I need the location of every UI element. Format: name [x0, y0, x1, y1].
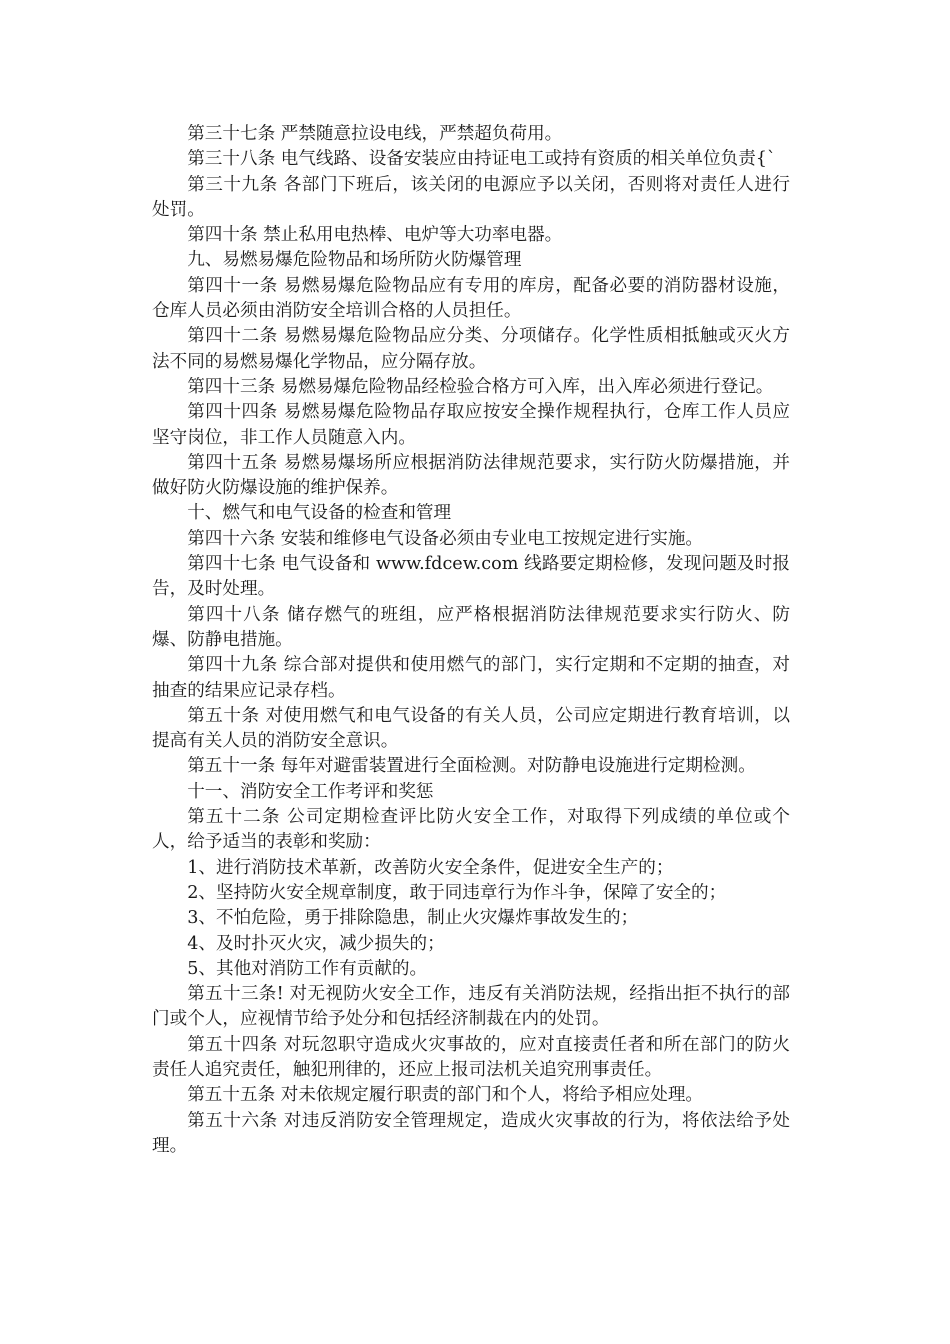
article-42: 第四十二条 易燃易爆危险物品应分类、分项储存。化学性质相抵触或灭火方法不同的易燃易爆化学物品，应分隔存放。 — [152, 326, 790, 372]
article-38: 第三十八条 电气线路、设备安装应由持证电工或持有资质的相关单位负责{` — [187, 149, 776, 170]
article-39: 第三十九条 各部门下班后，该关闭的电源应予以关闭，否则将对责任人进行处罚。 — [152, 174, 790, 220]
article-41: 第四十一条 易燃易爆危险物品应有专用的库房，配备必要的消防器材设施，仓库人员必须由消防安全培训合格的人员担任。 — [152, 275, 790, 322]
article-44: 第四十四条 易燃易爆危险物品存取应按安全操作规程执行，仓库工作人员应坚守岗位，非工作人员随意入内。 — [152, 402, 790, 448]
article-50: 第五十条 对使用燃气和电气设备的有关人员，公司应定期进行教育培训，以提高有关人员的消防安全意识。 — [152, 705, 790, 752]
section-heading-9: 九、易燃易爆危险物品和场所防火防爆管理 — [187, 250, 522, 271]
article-46: 第四十六条 安装和维修电气设备必须由专业电工按规定进行实施。 — [187, 528, 704, 549]
article-48: 第四十八条 储存燃气的班组，应严格根据消防法律规范要求实行防火、防爆、防静电措施。 — [152, 604, 790, 650]
article-40: 第四十条 禁止私用电热棒、电炉等大功率电器。 — [187, 225, 563, 246]
article-37: 第三十七条 严禁随意拉设电线，严禁超负荷用。 — [187, 124, 563, 144]
article-52: 第五十二条 公司定期检查评比防火安全工作，对取得下列成绩的单位或个人，给予适当的表彰和奖励： — [152, 807, 790, 853]
list-item-3: 3、不怕危险，勇于排除隐患，制止火灾爆炸事故发生的； — [187, 908, 639, 929]
list-item-4: 4、及时扑灭火灾，减少损失的； — [187, 933, 445, 954]
list-item-2: 2、坚持防火安全规章制度，敢于同违章行为作斗争，保障了安全的； — [187, 882, 727, 903]
article-53: 第五十三条! 对无视防火安全工作，违反有关消防法规，经指出拒不执行的部门或个人，应视情节给予处分和包括经济制裁在内的处罚。 — [152, 984, 790, 1030]
article-54: 第五十四条 对玩忽职守造成火灾事故的，应对直接责任者和所在部门的防火责任人追究责任，触犯刑律的，还应上报司法机关追究刑事责任。 — [152, 1034, 790, 1080]
section-heading-11: 十一、消防安全工作考评和奖惩 — [187, 781, 434, 802]
article-51: 第五十一条 每年对避雷装置进行全面检测。对防静电设施进行定期检测。 — [187, 756, 756, 777]
article-49: 第四十九条 综合部对提供和使用燃气的部门，实行定期和不定期的抽查，对抽查的结果应记录存档。 — [152, 655, 790, 701]
document-body — [152, 122, 790, 1159]
list-item-5: 5、其他对消防工作有贡献的。 — [187, 958, 428, 979]
article-47: 第四十七条 电气设备和 www.fdcew.com 线路要定期检修，发现问题及时报告，及时处理。 — [152, 554, 790, 600]
section-heading-10: 十、燃气和电气设备的检查和管理 — [187, 503, 452, 524]
article-43: 第四十三条 易燃易爆危险物品经检验合格方可入库，出入库必须进行登记。 — [187, 376, 774, 397]
list-item-1: 1、进行消防技术革新，改善防火安全条件，促进安全生产的； — [187, 857, 674, 878]
article-45: 第四十五条 易燃易爆场所应根据消防法律规范要求，实行防火防爆措施，并做好防火防爆设施的维护保养。 — [152, 452, 790, 499]
article-56: 第五十六条 对违反消防安全管理规定，造成火灾事故的行为，将依法给予处理。 — [152, 1110, 790, 1156]
article-55: 第五十五条 对未依规定履行职责的部门和个人，将给予相应处理。 — [187, 1085, 704, 1106]
